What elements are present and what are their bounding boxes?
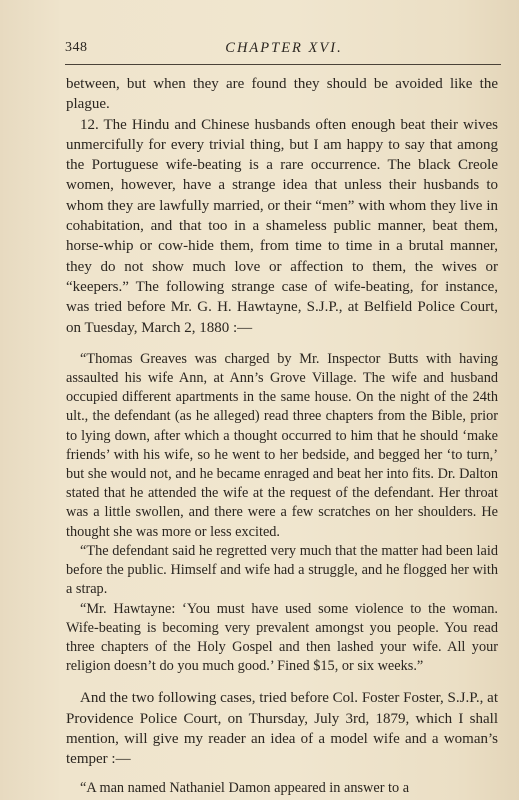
paragraph-12: 12. The Hindu and Chinese husbands often enough beat their wives unmercifully for every trivial thing, but I am happy to say that among the Portuguese wife-beating is a rare occurrence. The black Creole women, however, have a strange idea that unless their husbands to whom they are lawfully married, or their “men” with whom they live in cohabitation, and that too in a shameless public manner, beat them, horse-whip or cow-hide them, from time to time in a brutal manner, they do not show much love or affection to them, the wives or “keepers.” The following strange case of wife-beating, for instance, was tried before Mr. G. H. Hawtayne, S.J.P., at Belfield Police Court, on Tuesday, March 2, 1880 :— (66, 116, 498, 336)
page-header (65, 40, 503, 62)
running-head: CHAPTER XVI. (225, 40, 343, 56)
narrative-paragraph: And the two following cases, tried before Col. Foster Foster, S.J.P., at Providence Police Court, on Thursday, July 3rd, 1879, which I shall mention, will give my reader an idea of a model wife and a woman’s temper :— (66, 690, 498, 768)
header-rule (65, 64, 501, 65)
page-number: 348 (65, 40, 88, 55)
quoted-report-paragraph: “A man named Nathaniel Damon appeared in answer to a (80, 779, 410, 796)
quoted-report-paragraph: “Mr. Hawtayne: ‘You must have used some violence to the woman. Wife-beating is becoming very prevalent amongst you people. You read three chapters of the Holy Gospel and then lashed your wife. All your religion doesn’t do you much good.’ Fined $15, or six weeks.” (66, 600, 498, 675)
page-body (66, 74, 498, 798)
quoted-report-paragraph: “Thomas Greaves was charged by Mr. Inspector Butts with having assaulted his wife Ann, at Ann’s Grove Village. The wife and husband occupied different apartments in the same house. On the night of the 24th ult., the defendant (as he alleged) read three chapters from the Bible, prior to lying down, after which a thought occurred to him that he should ‘make friends’ with his wife, so he went to her bedside, and begged her ‘to turn,’ but she would not, and he became enraged and beat her into fits. Dr. Dalton stated that he attended the wife at the request of the defendant. Her throat was a little swollen, and there were a few scratches on her shoulders. He thought she was more or less excited. (66, 350, 498, 540)
quoted-report-paragraph: “The defendant said he regretted very much that the matter had been laid before the public. Himself and wife had a struggle, and he flogged her with a strap. (66, 542, 498, 598)
paragraph-continuation: between, but when they are found they should be avoided like the plague. (66, 76, 498, 113)
